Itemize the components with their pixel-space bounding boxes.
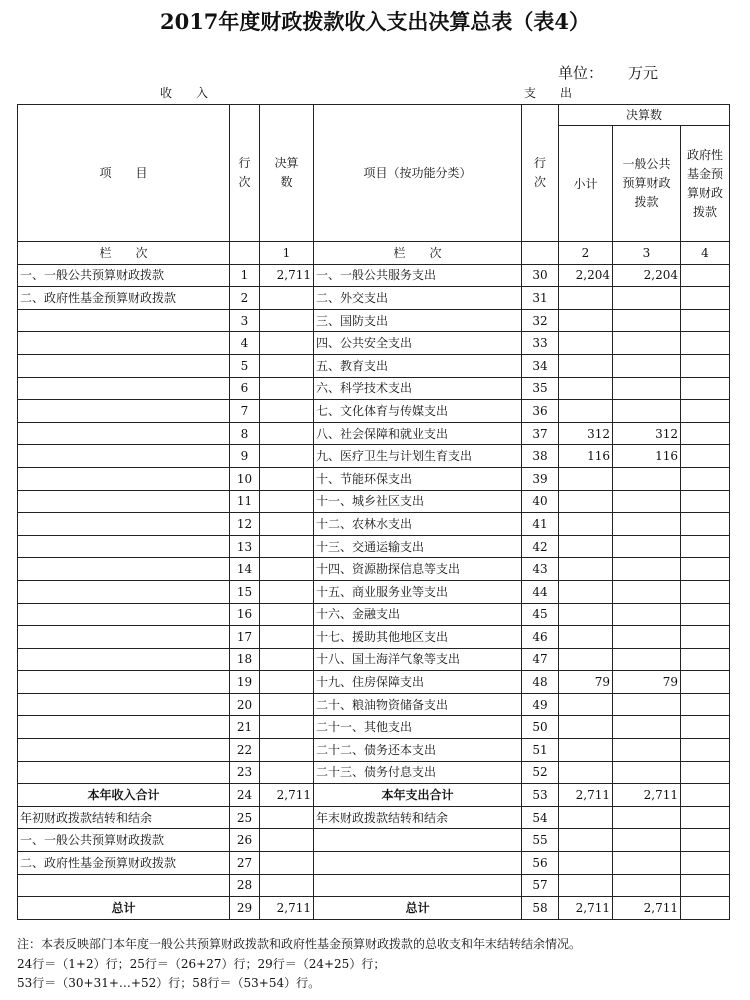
expense-row-no: 58	[522, 897, 559, 920]
expense-general: 312	[613, 422, 681, 445]
income-amount: 2,711	[260, 264, 314, 287]
expense-gov-fund	[681, 400, 730, 423]
expense-gov-fund	[681, 693, 730, 716]
col-index-left-label: 栏 次	[18, 242, 230, 265]
expense-subtotal: 312	[559, 422, 613, 445]
expense-subtotal	[559, 852, 613, 875]
income-amount	[260, 716, 314, 739]
table-row	[18, 513, 730, 536]
expense-subtotal	[559, 693, 613, 716]
expense-gov-fund	[681, 377, 730, 400]
expense-general	[613, 332, 681, 355]
income-item	[18, 580, 230, 603]
expense-subtotal	[559, 806, 613, 829]
expense-general	[613, 626, 681, 649]
expense-general: 116	[613, 445, 681, 468]
income-item	[18, 874, 230, 897]
income-amount	[260, 852, 314, 875]
expense-gov-fund	[681, 445, 730, 468]
income-item	[18, 535, 230, 558]
income-amount	[260, 513, 314, 536]
expense-row-no: 54	[522, 806, 559, 829]
expense-general	[613, 400, 681, 423]
expense-row-no: 30	[522, 264, 559, 287]
expense-general	[613, 829, 681, 852]
expense-row-no: 53	[522, 784, 559, 807]
expense-row-no: 49	[522, 693, 559, 716]
table-row	[18, 309, 730, 332]
expense-item: 二十、粮油物资储备支出	[314, 693, 522, 716]
expense-subtotal	[559, 716, 613, 739]
income-item	[18, 716, 230, 739]
income-item: 年初财政拨款结转和结余	[18, 806, 230, 829]
unit-label: 单位：	[558, 64, 604, 82]
header-row-no-2: 行次	[522, 105, 559, 242]
income-item	[18, 400, 230, 423]
income-item: 本年收入合计	[18, 784, 230, 807]
expense-general	[613, 535, 681, 558]
income-row-no: 7	[230, 400, 260, 423]
income-row-no: 26	[230, 829, 260, 852]
income-row-no: 4	[230, 332, 260, 355]
expense-gov-fund	[681, 852, 730, 875]
income-item	[18, 739, 230, 762]
table-row	[18, 897, 730, 920]
income-amount	[260, 445, 314, 468]
income-amount	[260, 309, 314, 332]
expense-row-no: 36	[522, 400, 559, 423]
income-item	[18, 422, 230, 445]
table-row	[18, 784, 730, 807]
expense-subtotal: 2,711	[559, 784, 613, 807]
expense-general: 79	[613, 671, 681, 694]
income-row-no: 5	[230, 354, 260, 377]
expense-gov-fund	[681, 558, 730, 581]
expense-subtotal	[559, 309, 613, 332]
col-index-1: 1	[260, 242, 314, 265]
income-amount	[260, 467, 314, 490]
expense-item	[314, 852, 522, 875]
expense-row-no: 43	[522, 558, 559, 581]
expense-item: 十五、商业服务业等支出	[314, 580, 522, 603]
expense-general	[613, 287, 681, 310]
expense-gov-fund	[681, 309, 730, 332]
expense-row-no: 34	[522, 354, 559, 377]
table-row	[18, 558, 730, 581]
table-row	[18, 739, 730, 762]
income-row-no: 11	[230, 490, 260, 513]
income-item: 一、一般公共预算财政拨款	[18, 829, 230, 852]
table-row	[18, 693, 730, 716]
expense-gov-fund	[681, 671, 730, 694]
income-row-no: 8	[230, 422, 260, 445]
income-amount	[260, 558, 314, 581]
unit-line	[558, 62, 658, 83]
income-item	[18, 761, 230, 784]
expense-subtotal	[559, 603, 613, 626]
col-index-2: 2	[559, 242, 613, 265]
expense-item: 三、国防支出	[314, 309, 522, 332]
footnote-3: 53行＝（30+31+…+52）行；58行＝（53+54）行。	[17, 976, 321, 990]
expense-item	[314, 874, 522, 897]
income-item	[18, 467, 230, 490]
income-row-no: 29	[230, 897, 260, 920]
expense-general	[613, 603, 681, 626]
expense-item: 二十一、其他支出	[314, 716, 522, 739]
header-item: 项 目	[18, 105, 230, 242]
expense-row-no: 37	[522, 422, 559, 445]
budget-table	[17, 104, 730, 920]
col-index-right-label: 栏 次	[314, 242, 522, 265]
expense-subtotal	[559, 377, 613, 400]
expense-item: 总计	[314, 897, 522, 920]
income-item	[18, 603, 230, 626]
expense-general	[613, 806, 681, 829]
expense-row-no: 31	[522, 287, 559, 310]
expense-gov-fund	[681, 806, 730, 829]
table-row	[18, 716, 730, 739]
expense-item: 一、一般公共服务支出	[314, 264, 522, 287]
expense-row-no: 45	[522, 603, 559, 626]
income-row-no: 2	[230, 287, 260, 310]
income-item	[18, 445, 230, 468]
expense-general: 2,711	[613, 897, 681, 920]
table-row	[18, 603, 730, 626]
income-row-no: 18	[230, 648, 260, 671]
expense-row-no: 32	[522, 309, 559, 332]
expense-item: 十八、国土海洋气象等支出	[314, 648, 522, 671]
expense-item: 四、公共安全支出	[314, 332, 522, 355]
income-row-no: 17	[230, 626, 260, 649]
table-row	[18, 445, 730, 468]
expense-gov-fund	[681, 739, 730, 762]
expense-general	[613, 761, 681, 784]
income-item	[18, 693, 230, 716]
income-row-no: 13	[230, 535, 260, 558]
income-amount	[260, 693, 314, 716]
table-row	[18, 535, 730, 558]
expense-subtotal	[559, 287, 613, 310]
table-row	[18, 806, 730, 829]
expense-general	[613, 580, 681, 603]
expense-row-no: 42	[522, 535, 559, 558]
income-amount	[260, 648, 314, 671]
expense-item: 十七、援助其他地区支出	[314, 626, 522, 649]
expense-row-no: 44	[522, 580, 559, 603]
table-row	[18, 287, 730, 310]
table-row	[18, 354, 730, 377]
income-amount	[260, 806, 314, 829]
income-item	[18, 377, 230, 400]
expense-gov-fund	[681, 264, 730, 287]
expense-gov-fund	[681, 467, 730, 490]
income-item	[18, 332, 230, 355]
expense-item: 七、文化体育与传媒支出	[314, 400, 522, 423]
footnote-2: 24行＝（1+2）行；25行＝（26+27）行；29行＝（24+25）行；	[17, 956, 386, 971]
income-item: 二、政府性基金预算财政拨款	[18, 852, 230, 875]
income-row-no: 16	[230, 603, 260, 626]
income-amount	[260, 580, 314, 603]
income-amount	[260, 535, 314, 558]
table-row	[18, 400, 730, 423]
income-amount	[260, 761, 314, 784]
expense-item: 十、节能环保支出	[314, 467, 522, 490]
expense-row-no: 46	[522, 626, 559, 649]
income-item	[18, 671, 230, 694]
table-row	[18, 852, 730, 875]
income-amount: 2,711	[260, 897, 314, 920]
expense-subtotal	[559, 558, 613, 581]
expense-row-no: 47	[522, 648, 559, 671]
income-row-no: 25	[230, 806, 260, 829]
income-row-no: 22	[230, 739, 260, 762]
expense-subtotal	[559, 739, 613, 762]
income-amount	[260, 603, 314, 626]
income-amount: 2,711	[260, 784, 314, 807]
col-index-empty-2	[522, 242, 559, 265]
income-row-no: 21	[230, 716, 260, 739]
income-amount	[260, 874, 314, 897]
expense-general	[613, 309, 681, 332]
income-amount	[260, 287, 314, 310]
expense-row-no: 33	[522, 332, 559, 355]
expense-gov-fund	[681, 784, 730, 807]
expense-gov-fund	[681, 874, 730, 897]
col-index-4: 4	[681, 242, 730, 265]
expense-general	[613, 513, 681, 536]
income-amount	[260, 377, 314, 400]
report-title: 2017年度财政拨款收入支出决算总表（表4）	[159, 9, 591, 34]
header-row-1	[18, 105, 730, 126]
expense-subtotal: 2,204	[559, 264, 613, 287]
table-row	[18, 377, 730, 400]
table-row	[18, 264, 730, 287]
table-row	[18, 671, 730, 694]
expense-general	[613, 874, 681, 897]
col-index-empty	[230, 242, 260, 265]
income-row-no: 14	[230, 558, 260, 581]
expense-item: 本年支出合计	[314, 784, 522, 807]
table-row	[18, 648, 730, 671]
expense-row-no: 57	[522, 874, 559, 897]
income-amount	[260, 332, 314, 355]
footnote-1: 注：本表反映部门本年度一般公共预算财政拨款和政府性基金预算财政拨款的总收支和年末结转结余情况。	[17, 937, 582, 951]
expense-general	[613, 467, 681, 490]
table-row	[18, 580, 730, 603]
expense-row-no: 52	[522, 761, 559, 784]
expense-row-no: 38	[522, 445, 559, 468]
income-amount	[260, 829, 314, 852]
expense-subtotal: 116	[559, 445, 613, 468]
expense-subtotal	[559, 467, 613, 490]
income-amount	[260, 739, 314, 762]
expense-row-no: 56	[522, 852, 559, 875]
expense-row-no: 35	[522, 377, 559, 400]
expense-subtotal	[559, 400, 613, 423]
expense-item: 十九、住房保障支出	[314, 671, 522, 694]
income-row-no: 27	[230, 852, 260, 875]
income-item: 总计	[18, 897, 230, 920]
expense-subtotal	[559, 580, 613, 603]
expense-row-no: 51	[522, 739, 559, 762]
expense-row-no: 55	[522, 829, 559, 852]
header-amount: 决算数	[260, 105, 314, 242]
col-index-3: 3	[613, 242, 681, 265]
income-row-no: 6	[230, 377, 260, 400]
expense-general	[613, 739, 681, 762]
expense-general	[613, 716, 681, 739]
table-row	[18, 626, 730, 649]
header-gov-fund: 政府性基金预算财政拨款	[681, 126, 730, 242]
income-row-no: 24	[230, 784, 260, 807]
income-item	[18, 626, 230, 649]
expense-gov-fund	[681, 603, 730, 626]
expense-subtotal	[559, 332, 613, 355]
expense-gov-fund	[681, 535, 730, 558]
expense-row-no: 39	[522, 467, 559, 490]
income-amount	[260, 671, 314, 694]
expense-gov-fund	[681, 332, 730, 355]
expense-item: 二十二、债务还本支出	[314, 739, 522, 762]
expense-general	[613, 354, 681, 377]
income-row-no: 1	[230, 264, 260, 287]
expense-item: 十二、农林水支出	[314, 513, 522, 536]
income-row-no: 28	[230, 874, 260, 897]
income-row-no: 23	[230, 761, 260, 784]
expense-general	[613, 693, 681, 716]
income-row-no: 19	[230, 671, 260, 694]
expense-general	[613, 490, 681, 513]
income-row-no: 12	[230, 513, 260, 536]
expense-subtotal	[559, 354, 613, 377]
expense-item: 五、教育支出	[314, 354, 522, 377]
expense-item: 年末财政拨款结转和结余	[314, 806, 522, 829]
expense-item: 九、医疗卫生与计划生育支出	[314, 445, 522, 468]
income-item	[18, 354, 230, 377]
expense-gov-fund	[681, 829, 730, 852]
header-amount-group: 决算数	[559, 105, 730, 126]
expense-item: 二、外交支出	[314, 287, 522, 310]
income-amount	[260, 400, 314, 423]
expense-general: 2,204	[613, 264, 681, 287]
expense-gov-fund	[681, 716, 730, 739]
expense-general	[613, 377, 681, 400]
expense-row-no: 40	[522, 490, 559, 513]
table-row	[18, 422, 730, 445]
expense-gov-fund	[681, 354, 730, 377]
expense-gov-fund	[681, 422, 730, 445]
income-section-label: 收 入	[160, 86, 209, 100]
expense-item: 六、科学技术支出	[314, 377, 522, 400]
income-item	[18, 309, 230, 332]
header-row-no: 行次	[230, 105, 260, 242]
expense-subtotal	[559, 829, 613, 852]
expense-subtotal	[559, 490, 613, 513]
income-row-no: 10	[230, 467, 260, 490]
expense-subtotal	[559, 535, 613, 558]
expense-gov-fund	[681, 287, 730, 310]
income-row-no: 15	[230, 580, 260, 603]
expense-subtotal	[559, 648, 613, 671]
expense-item: 十一、城乡社区支出	[314, 490, 522, 513]
expense-general: 2,711	[613, 784, 681, 807]
expense-subtotal	[559, 761, 613, 784]
income-row-no: 3	[230, 309, 260, 332]
income-item	[18, 558, 230, 581]
expense-subtotal	[559, 874, 613, 897]
expense-gov-fund	[681, 490, 730, 513]
table-row	[18, 332, 730, 355]
income-amount	[260, 422, 314, 445]
income-row-no: 9	[230, 445, 260, 468]
expense-item: 二十三、债务付息支出	[314, 761, 522, 784]
table-row	[18, 829, 730, 852]
expense-general	[613, 558, 681, 581]
expense-item: 八、社会保障和就业支出	[314, 422, 522, 445]
income-row-no: 20	[230, 693, 260, 716]
income-amount	[260, 626, 314, 649]
income-item	[18, 513, 230, 536]
expense-subtotal: 2,711	[559, 897, 613, 920]
header-subtotal: 小计	[559, 126, 613, 242]
expense-row-no: 48	[522, 671, 559, 694]
expense-subtotal	[559, 626, 613, 649]
header-item-func: 项目（按功能分类）	[314, 105, 522, 242]
income-item: 二、政府性基金预算财政拨款	[18, 287, 230, 310]
income-item: 一、一般公共预算财政拨款	[18, 264, 230, 287]
table-row	[18, 761, 730, 784]
table-row	[18, 467, 730, 490]
unit-value: 万元	[628, 64, 659, 82]
expense-gov-fund	[681, 580, 730, 603]
column-index-row	[18, 242, 730, 265]
income-item	[18, 648, 230, 671]
expense-row-no: 41	[522, 513, 559, 536]
expense-gov-fund	[681, 761, 730, 784]
expense-gov-fund	[681, 513, 730, 536]
expense-gov-fund	[681, 626, 730, 649]
expense-gov-fund	[681, 897, 730, 920]
table-row	[18, 490, 730, 513]
expense-subtotal	[559, 513, 613, 536]
expense-general	[613, 648, 681, 671]
expense-row-no: 50	[522, 716, 559, 739]
expense-general	[613, 852, 681, 875]
header-general: 一般公共预算财政拨款	[613, 126, 681, 242]
income-amount	[260, 354, 314, 377]
table-row	[18, 874, 730, 897]
expense-item	[314, 829, 522, 852]
expense-section-label: 支 出	[524, 86, 573, 100]
expense-item: 十四、资源勘探信息等支出	[314, 558, 522, 581]
expense-gov-fund	[681, 648, 730, 671]
expense-subtotal: 79	[559, 671, 613, 694]
expense-item: 十六、金融支出	[314, 603, 522, 626]
income-amount	[260, 490, 314, 513]
income-item	[18, 490, 230, 513]
expense-item: 十三、交通运输支出	[314, 535, 522, 558]
footnotes	[17, 935, 581, 994]
